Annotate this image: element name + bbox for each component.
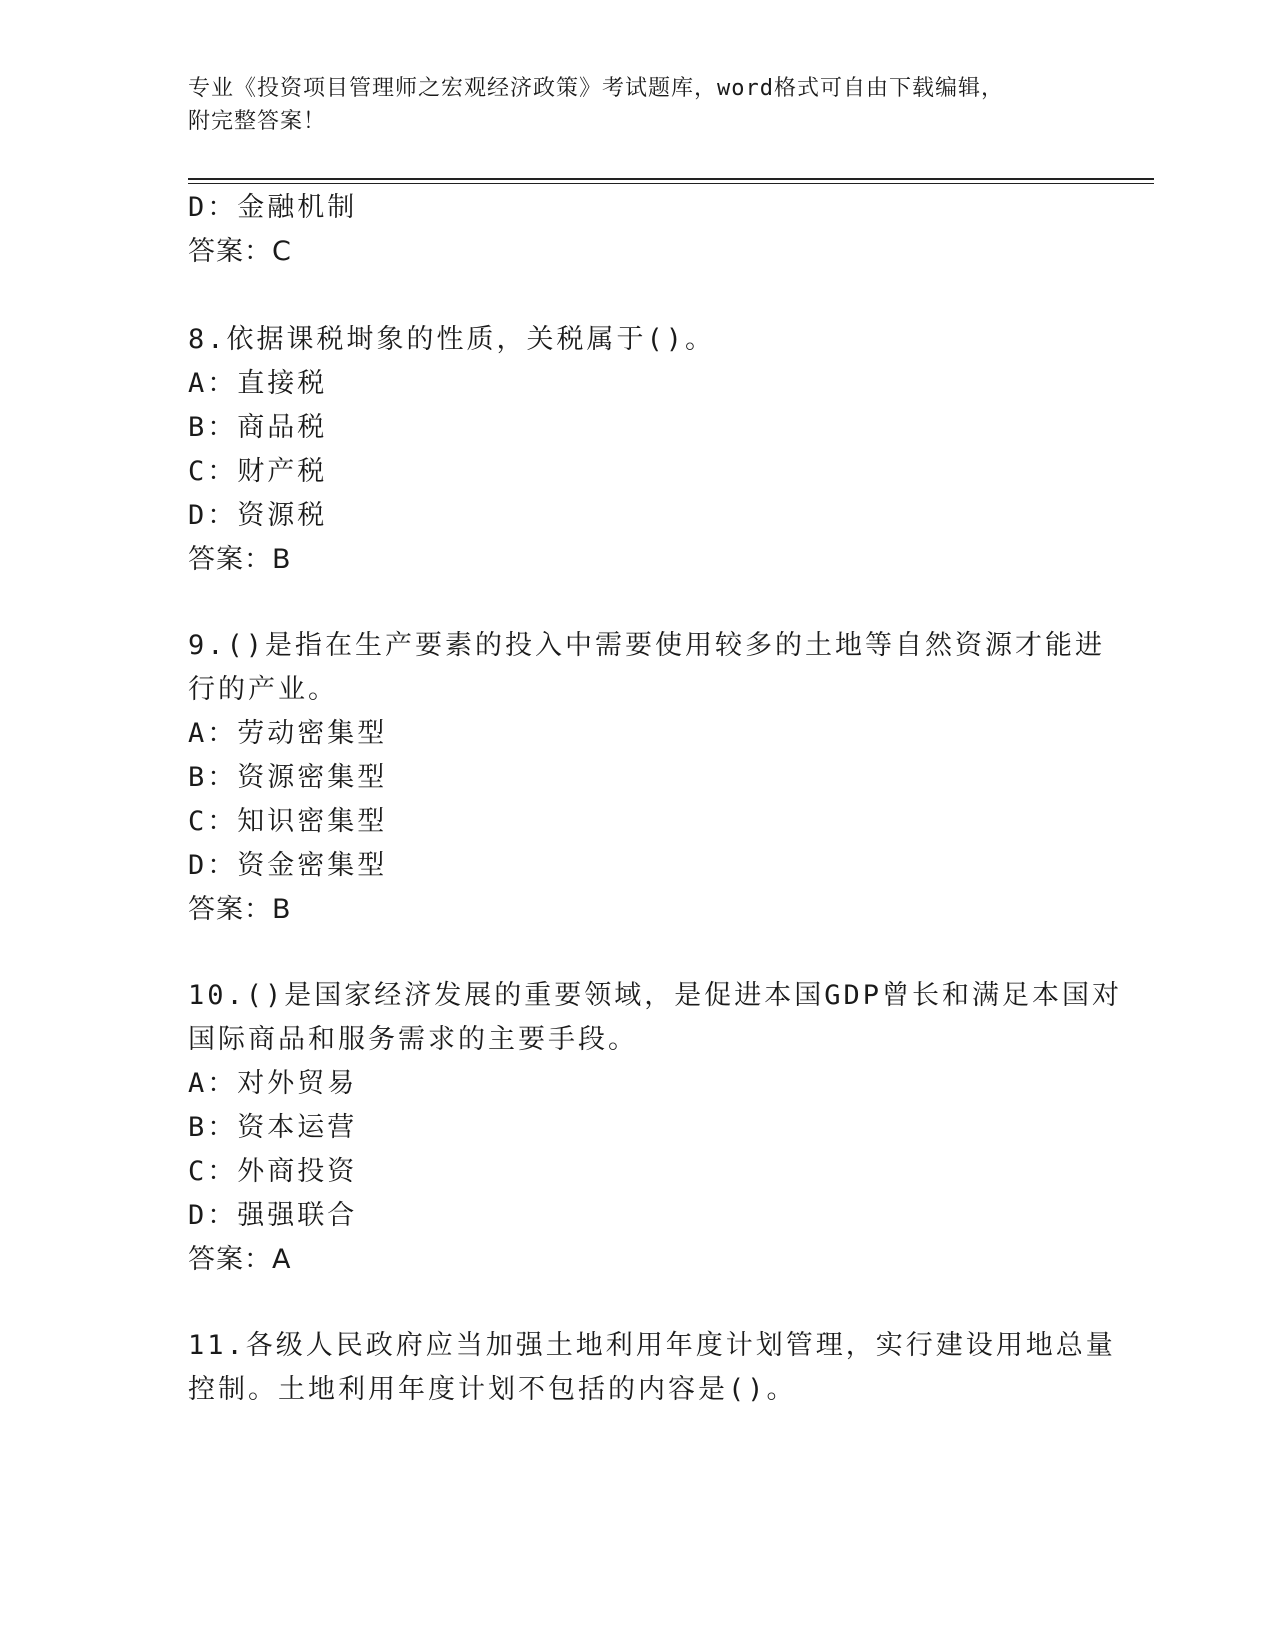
q11-stem-line-1: 11.各级人民政府应当加强土地利用年度计划管理，实行建设用地总量 [188, 1330, 1116, 1361]
prev-option-d: D：金融机制 [188, 192, 358, 223]
q10-option-c: C：外商投资 [188, 1156, 358, 1187]
q9-option-a: A：劳动密集型 [188, 718, 388, 749]
q9-option-d: D：资金密集型 [188, 850, 388, 881]
header-line-1: 专业《投资项目管理师之宏观经济政策》考试题库，word格式可自由下载编辑， [188, 76, 1004, 101]
q8-option-b: B：商品税 [188, 412, 328, 443]
q8-option-d: D：资源税 [188, 500, 328, 531]
q8-answer: 答案：B [188, 544, 292, 575]
q9-option-b: B：资源密集型 [188, 762, 388, 793]
q9-stem-line-2: 行的产业。 [188, 674, 338, 705]
q11-stem-line-2: 控制。土地利用年度计划不包括的内容是()。 [188, 1374, 797, 1405]
q10-answer: 答案：A [188, 1244, 292, 1275]
header-divider-thin [188, 183, 1154, 184]
q10-option-b: B：资本运营 [188, 1112, 358, 1143]
q8-option-c: C：财产税 [188, 456, 328, 487]
q10-option-d: D：强强联合 [188, 1200, 358, 1231]
q9-answer: 答案：B [188, 894, 292, 925]
header-line-2: 附完整答案！ [188, 109, 327, 134]
q10-option-a: A：对外贸易 [188, 1068, 358, 1099]
q10-stem-line-1: 10.()是国家经济发展的重要领域，是促进本国GDP曾长和满足本国对 [188, 980, 1123, 1011]
prev-answer: 答案：C [188, 236, 292, 267]
q9-option-c: C：知识密集型 [188, 806, 388, 837]
document-header [188, 72, 1068, 138]
q10-stem-line-2: 国际商品和服务需求的主要手段。 [188, 1024, 638, 1055]
q9-stem-line-1: 9.()是指在生产要素的投入中需要使用较多的土地等自然资源才能进 [188, 630, 1106, 661]
header-divider-thick [188, 178, 1154, 180]
q8-option-a: A：直接税 [188, 368, 328, 399]
q8-stem: 8.依据课税埘象的性质，关税属于()。 [188, 324, 716, 355]
